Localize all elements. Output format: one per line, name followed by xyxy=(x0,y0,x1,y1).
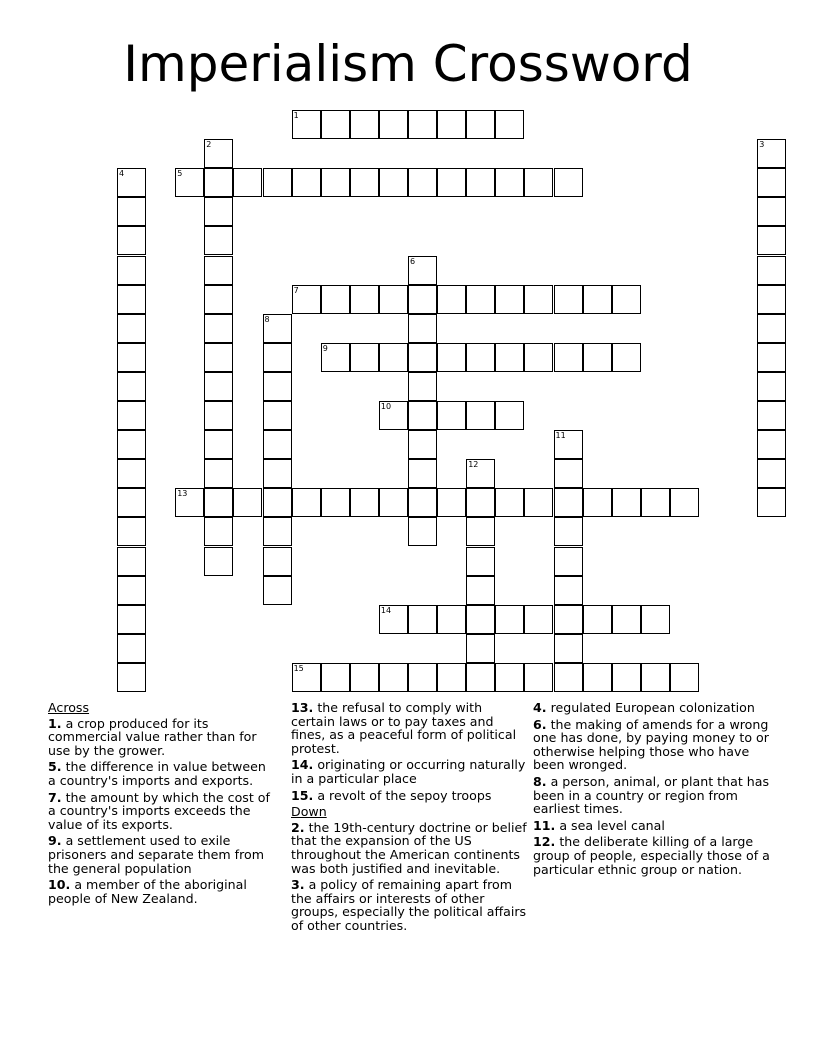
grid-cell[interactable] xyxy=(495,110,524,139)
clue-number: 4. xyxy=(533,700,547,715)
grid-cell[interactable] xyxy=(524,285,553,314)
clue-number: 14. xyxy=(291,757,314,773)
grid-cell[interactable] xyxy=(583,488,612,517)
clue-column-2 xyxy=(291,701,529,936)
grid-cell[interactable] xyxy=(117,576,146,605)
clue-number: 13. xyxy=(291,700,314,715)
grid-cell[interactable] xyxy=(117,226,146,255)
grid-cell[interactable] xyxy=(117,314,146,343)
grid-cell[interactable] xyxy=(292,110,321,139)
grid-cell[interactable] xyxy=(204,401,233,430)
grid-cell[interactable] xyxy=(583,605,612,634)
grid-cell[interactable] xyxy=(554,459,583,488)
grid-cell[interactable] xyxy=(757,285,786,314)
grid-cell[interactable] xyxy=(612,488,641,517)
grid-cell[interactable] xyxy=(263,459,292,488)
grid-cell[interactable] xyxy=(379,488,408,517)
clue-number: 12. xyxy=(533,834,556,850)
grid-cell[interactable] xyxy=(408,110,437,139)
grid-cell[interactable] xyxy=(233,488,262,517)
grid-cell[interactable] xyxy=(554,634,583,663)
grid-cell[interactable] xyxy=(117,285,146,314)
grid-cell[interactable] xyxy=(408,430,437,459)
grid-cell[interactable] xyxy=(379,605,408,634)
cell-number: 3 xyxy=(759,140,765,150)
grid-cell[interactable] xyxy=(583,663,612,692)
grid-cell[interactable] xyxy=(466,488,495,517)
grid-cell[interactable] xyxy=(554,576,583,605)
grid-cell[interactable] xyxy=(263,343,292,372)
grid-cell[interactable] xyxy=(612,285,641,314)
cell-number: 12 xyxy=(468,460,479,470)
grid-cell[interactable] xyxy=(263,488,292,517)
clue-text: the refusal to comply with certain laws or to pay taxes and fines, as a peaceful form of political protest. xyxy=(291,700,517,756)
grid-cell[interactable] xyxy=(204,488,233,517)
grid-cell[interactable] xyxy=(408,168,437,197)
grid-cell[interactable] xyxy=(204,139,233,168)
grid-cell[interactable] xyxy=(321,343,350,372)
grid-cell[interactable] xyxy=(466,605,495,634)
grid-cell[interactable] xyxy=(437,663,466,692)
grid-cell[interactable] xyxy=(466,547,495,576)
grid-cell[interactable] xyxy=(117,197,146,226)
grid-cell[interactable] xyxy=(757,197,786,226)
grid-cell[interactable] xyxy=(117,459,146,488)
grid-cell[interactable] xyxy=(321,488,350,517)
grid-cell[interactable] xyxy=(757,168,786,197)
grid-cell[interactable] xyxy=(437,343,466,372)
grid-cell[interactable] xyxy=(350,343,379,372)
grid-cell[interactable] xyxy=(263,401,292,430)
grid-cell[interactable] xyxy=(292,488,321,517)
clue-number: 1. xyxy=(48,715,62,731)
cell-number: 10 xyxy=(380,402,392,411)
grid-cell[interactable] xyxy=(263,517,292,546)
clue-text: the amount by which the cost of a country's imports exceeds the value of its exports. xyxy=(48,789,270,832)
clue-across-7 xyxy=(48,791,276,832)
grid-cell[interactable] xyxy=(408,285,437,314)
grid-cell[interactable] xyxy=(204,430,233,459)
grid-cell[interactable] xyxy=(437,110,466,139)
grid-cell[interactable] xyxy=(379,663,408,692)
grid-cell[interactable] xyxy=(117,488,146,517)
grid-cell[interactable] xyxy=(495,343,524,372)
clue-text: a policy of remaining apart from the affairs or interests of other groups, especially the political affairs of other countries. xyxy=(291,877,527,933)
down-heading: Down xyxy=(291,804,327,820)
grid-cell[interactable] xyxy=(204,256,233,285)
grid-cell[interactable] xyxy=(466,110,495,139)
cell-number: 14 xyxy=(380,605,392,615)
grid-cell[interactable] xyxy=(466,285,495,314)
grid-cell[interactable] xyxy=(612,605,641,634)
grid-cell[interactable] xyxy=(379,110,408,139)
grid-cell[interactable] xyxy=(263,430,292,459)
grid-cell[interactable] xyxy=(641,663,670,692)
grid-cell[interactable] xyxy=(524,343,553,372)
grid-cell[interactable] xyxy=(554,663,583,692)
grid-cell[interactable] xyxy=(117,517,146,546)
grid-cell[interactable] xyxy=(350,285,379,314)
grid-cell[interactable] xyxy=(495,168,524,197)
grid-cell[interactable] xyxy=(757,401,786,430)
grid-cell[interactable] xyxy=(554,605,583,634)
grid-cell[interactable] xyxy=(757,459,786,488)
grid-cell[interactable] xyxy=(117,372,146,401)
grid-cell[interactable] xyxy=(408,343,437,372)
grid-cell[interactable] xyxy=(408,605,437,634)
grid-cell[interactable] xyxy=(408,517,437,546)
grid-cell[interactable] xyxy=(204,168,233,197)
grid-cell[interactable] xyxy=(117,430,146,459)
clue-number: 2. xyxy=(291,819,305,835)
grid-cell[interactable] xyxy=(204,197,233,226)
grid-cell[interactable] xyxy=(466,576,495,605)
grid-cell[interactable] xyxy=(757,343,786,372)
grid-cell[interactable] xyxy=(554,517,583,546)
clue-across-1 xyxy=(48,717,276,758)
clue-down-3 xyxy=(291,878,529,932)
grid-cell[interactable] xyxy=(757,488,786,517)
grid-cell[interactable] xyxy=(263,372,292,401)
cell-number: 2 xyxy=(206,140,212,150)
grid-cell[interactable] xyxy=(117,634,146,663)
grid-cell[interactable] xyxy=(379,401,408,430)
cell-number: 8 xyxy=(264,314,270,324)
grid-cell[interactable] xyxy=(612,343,641,372)
grid-cell[interactable] xyxy=(612,663,641,692)
grid-cell[interactable] xyxy=(466,401,495,430)
grid-cell[interactable] xyxy=(757,372,786,401)
grid-cell[interactable] xyxy=(466,343,495,372)
grid-cell[interactable] xyxy=(321,110,350,139)
grid-cell[interactable] xyxy=(408,663,437,692)
grid-cell[interactable] xyxy=(554,488,583,517)
grid-cell[interactable] xyxy=(670,488,699,517)
grid-cell[interactable] xyxy=(117,168,146,197)
cell-number: 9 xyxy=(322,343,328,353)
cell-number: 11 xyxy=(555,431,566,441)
clue-across-9 xyxy=(48,834,276,875)
grid-cell[interactable] xyxy=(175,488,204,517)
cell-number: 1 xyxy=(293,111,299,120)
grid-cell[interactable] xyxy=(204,314,233,343)
clue-number: 6. xyxy=(533,716,547,732)
grid-cell[interactable] xyxy=(350,663,379,692)
clue-down-8 xyxy=(533,775,773,816)
grid-cell[interactable] xyxy=(583,343,612,372)
grid-cell[interactable] xyxy=(437,605,466,634)
grid-cell[interactable] xyxy=(350,110,379,139)
grid-cell[interactable] xyxy=(757,430,786,459)
clue-down-2 xyxy=(291,821,529,875)
clue-number: 10. xyxy=(48,877,71,893)
clue-column-1 xyxy=(48,701,276,908)
clue-across-15 xyxy=(291,789,529,803)
clue-column-3 xyxy=(533,701,773,879)
grid-cell[interactable] xyxy=(670,663,699,692)
clue-across-5 xyxy=(48,760,276,787)
grid-cell[interactable] xyxy=(350,488,379,517)
grid-cell[interactable] xyxy=(524,605,553,634)
grid-cell[interactable] xyxy=(379,168,408,197)
clue-text: originating or occurring naturally in a particular place xyxy=(291,757,526,786)
clue-number: 9. xyxy=(48,833,62,849)
grid-cell[interactable] xyxy=(117,547,146,576)
grid-cell[interactable] xyxy=(583,285,612,314)
cell-number: 7 xyxy=(293,285,299,295)
grid-cell[interactable] xyxy=(292,663,321,692)
cell-number: 15 xyxy=(293,663,304,673)
clue-across-13 xyxy=(291,701,529,755)
grid-cell[interactable] xyxy=(408,488,437,517)
grid-cell[interactable] xyxy=(554,430,583,459)
grid-cell[interactable] xyxy=(554,547,583,576)
grid-cell[interactable] xyxy=(233,168,262,197)
page-title: Imperialism Crossword xyxy=(123,35,693,93)
grid-cell[interactable] xyxy=(554,343,583,372)
grid-cell[interactable] xyxy=(495,605,524,634)
clue-number: 15. xyxy=(291,787,314,803)
clue-number: 8. xyxy=(533,773,547,789)
clue-down-4 xyxy=(533,701,773,715)
grid-cell[interactable] xyxy=(350,168,379,197)
clue-across-10 xyxy=(48,878,276,905)
grid-cell[interactable] xyxy=(466,663,495,692)
grid-cell[interactable] xyxy=(466,634,495,663)
clue-number: 11. xyxy=(533,817,556,833)
grid-cell[interactable] xyxy=(379,343,408,372)
grid-cell[interactable] xyxy=(204,459,233,488)
clue-text: the making of amends for a wrong one has done, by paying money to or otherwise helping those who have been wronged. xyxy=(533,716,769,773)
grid-cell[interactable] xyxy=(495,663,524,692)
grid-cell[interactable] xyxy=(408,459,437,488)
grid-cell[interactable] xyxy=(757,139,786,168)
grid-cell[interactable] xyxy=(554,285,583,314)
grid-cell[interactable] xyxy=(379,285,408,314)
grid-cell[interactable] xyxy=(321,663,350,692)
grid-cell[interactable] xyxy=(437,488,466,517)
grid-cell[interactable] xyxy=(554,168,583,197)
grid-cell[interactable] xyxy=(757,226,786,255)
grid-cell[interactable] xyxy=(321,168,350,197)
grid-cell[interactable] xyxy=(321,285,350,314)
clue-down-6 xyxy=(533,718,773,772)
grid-cell[interactable] xyxy=(117,401,146,430)
grid-cell[interactable] xyxy=(263,314,292,343)
grid-cell[interactable] xyxy=(495,285,524,314)
grid-cell[interactable] xyxy=(263,168,292,197)
grid-cell[interactable] xyxy=(524,663,553,692)
grid-cell[interactable] xyxy=(204,343,233,372)
clue-number: 7. xyxy=(48,789,62,805)
grid-cell[interactable] xyxy=(495,488,524,517)
cell-number: 6 xyxy=(410,256,416,266)
grid-cell[interactable] xyxy=(641,605,670,634)
grid-cell[interactable] xyxy=(466,459,495,488)
grid-cell[interactable] xyxy=(408,372,437,401)
clue-text: the 19th-century doctrine or belief that the expansion of the US throughout the American continents was both justified and inevitable. xyxy=(291,819,527,876)
grid-cell[interactable] xyxy=(292,168,321,197)
clue-text: a sea level canal xyxy=(559,817,665,833)
grid-cell[interactable] xyxy=(204,285,233,314)
grid-cell[interactable] xyxy=(292,285,321,314)
grid-cell[interactable] xyxy=(437,285,466,314)
grid-cell[interactable] xyxy=(408,314,437,343)
cell-number: 13 xyxy=(177,489,188,499)
grid-cell[interactable] xyxy=(437,168,466,197)
grid-cell[interactable] xyxy=(641,488,670,517)
grid-cell[interactable] xyxy=(204,226,233,255)
grid-cell[interactable] xyxy=(117,663,146,692)
grid-cell[interactable] xyxy=(204,517,233,546)
grid-cell[interactable] xyxy=(263,547,292,576)
grid-cell[interactable] xyxy=(466,168,495,197)
clue-text: the difference in value between a country's imports and exports. xyxy=(48,759,266,788)
clue-text: a crop produced for its commercial value rather than for use by the grower. xyxy=(48,715,257,758)
grid-cell[interactable] xyxy=(408,256,437,285)
grid-cell[interactable] xyxy=(175,168,204,197)
clue-text: regulated European colonization xyxy=(550,700,755,715)
grid-cell[interactable] xyxy=(117,256,146,285)
cell-number: 5 xyxy=(177,169,183,179)
grid-cell[interactable] xyxy=(117,605,146,634)
grid-cell[interactable] xyxy=(757,314,786,343)
clue-number: 5. xyxy=(48,759,62,775)
clue-text: a settlement used to exile prisoners and separate them from the general population xyxy=(48,833,264,876)
clue-text: a member of the aboriginal people of New Zealand. xyxy=(48,877,247,906)
grid-cell[interactable] xyxy=(117,343,146,372)
grid-cell[interactable] xyxy=(204,547,233,576)
clue-text: a revolt of the sepoy troops xyxy=(317,787,492,803)
clue-down-12 xyxy=(533,835,773,876)
grid-cell[interactable] xyxy=(466,517,495,546)
grid-cell[interactable] xyxy=(524,488,553,517)
across-heading: Across xyxy=(48,700,90,715)
grid-cell[interactable] xyxy=(437,401,466,430)
clue-text: the deliberate killing of a large group of people, especially those of a particular ethnic group or nation. xyxy=(533,834,770,877)
clue-across-14 xyxy=(291,758,529,785)
grid-cell[interactable] xyxy=(495,401,524,430)
clue-down-11 xyxy=(533,819,773,833)
clue-text: a person, animal, or plant that has been in a country or region from earliest times. xyxy=(533,773,770,817)
grid-cell[interactable] xyxy=(204,372,233,401)
grid-cell[interactable] xyxy=(408,401,437,430)
grid-cell[interactable] xyxy=(263,576,292,605)
clue-number: 3. xyxy=(291,877,305,893)
grid-cell[interactable] xyxy=(757,256,786,285)
cell-number: 4 xyxy=(119,169,125,179)
grid-cell[interactable] xyxy=(524,168,553,197)
